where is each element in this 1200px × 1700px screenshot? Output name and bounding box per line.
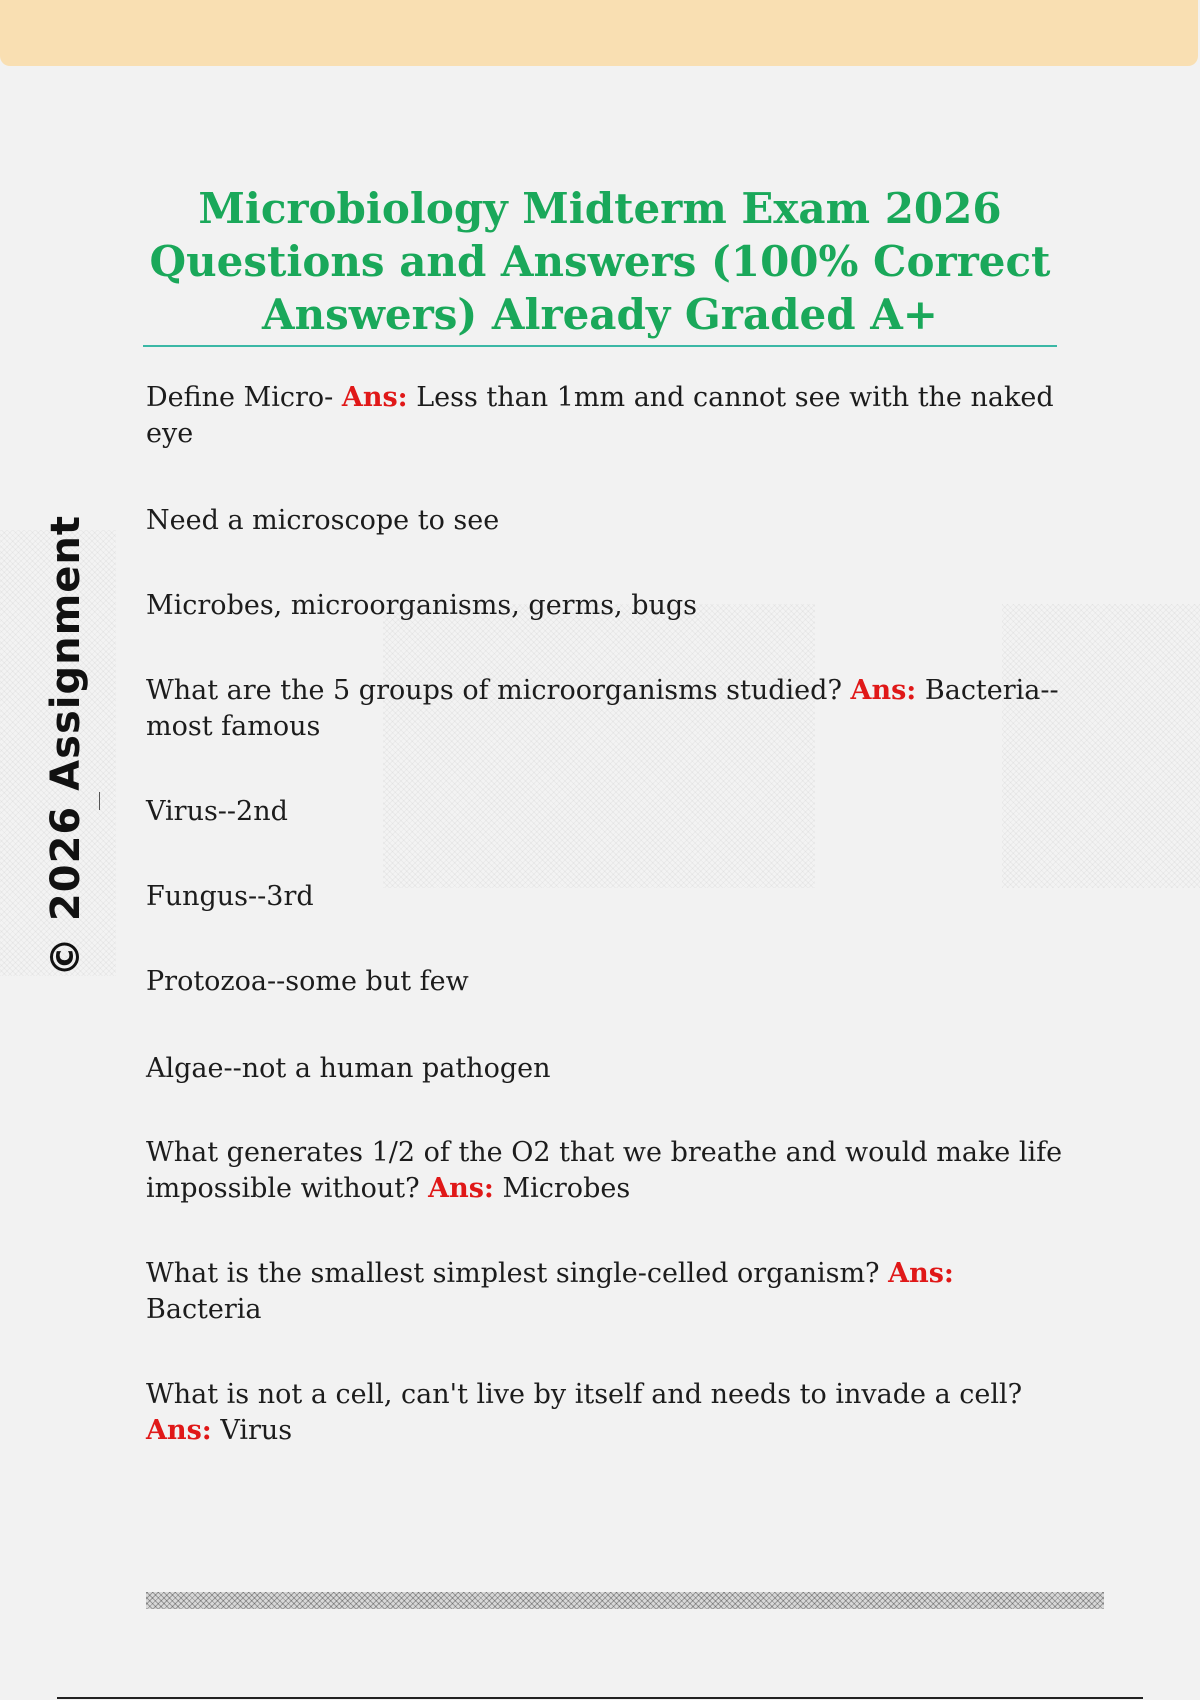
background-pattern (1002, 604, 1200, 888)
question-text: Need a microscope to see (146, 505, 500, 536)
qa-entry-2 (146, 503, 1076, 539)
answer-text: Bacteria--most famous (146, 675, 1059, 742)
question-text: Define Micro- (146, 382, 334, 413)
question-text: Algae--not a human pathogen (146, 1053, 551, 1084)
qa-entry-9 (146, 1135, 1076, 1207)
question-text: Fungus--3rd (146, 881, 314, 912)
watermark: © 2026 Assignment (43, 515, 89, 977)
qa-entry-3 (146, 588, 1076, 624)
question-text: Protozoa--some but few (146, 966, 469, 997)
title-underline (143, 345, 1057, 347)
question-text: Microbes, microorganisms, germs, bugs (146, 590, 698, 621)
answer-label: Ans: (146, 1415, 212, 1446)
document-title: Microbiology Midterm Exam 2026 Questions and Answers (100% Correct Answers) Already Graded A+ (149, 184, 1051, 339)
qa-entry-11 (146, 1377, 1076, 1449)
question-text: Virus--2nd (146, 796, 288, 827)
answer-text: Less than 1mm and cannot see with the naked eye (146, 382, 1054, 449)
qa-entry-1 (146, 380, 1076, 452)
top-banner (0, 0, 1198, 66)
qa-entry-5 (146, 794, 1076, 830)
answer-label: Ans: (341, 382, 408, 413)
page-bottom-rule (57, 1697, 1143, 1699)
question-text: What is not a cell, can't live by itself and needs to invade a cell? (146, 1379, 1023, 1410)
answer-label: Ans: (428, 1173, 494, 1204)
qa-entry-7 (146, 964, 1076, 1000)
answer-text: Microbes (502, 1173, 631, 1204)
background-pattern (383, 604, 815, 888)
question-text: What generates 1/2 of the O2 that we breathe and would make life impossible without? (146, 1137, 1063, 1204)
answer-label: Ans: (888, 1258, 954, 1289)
qa-entry-10 (146, 1256, 1076, 1328)
answer-text: Virus (220, 1415, 293, 1446)
margin-mark (99, 792, 100, 810)
footer-pattern-bar (146, 1592, 1104, 1609)
question-text: What is the smallest simplest single-celled organism? (146, 1258, 880, 1289)
question-text: What are the 5 groups of microorganisms studied? (146, 675, 842, 706)
qa-entry-8 (146, 1051, 1076, 1087)
qa-entry-4 (146, 673, 1076, 745)
answer-label: Ans: (850, 675, 917, 706)
qa-entry-6 (146, 879, 1076, 915)
answer-text: Bacteria (146, 1294, 262, 1325)
